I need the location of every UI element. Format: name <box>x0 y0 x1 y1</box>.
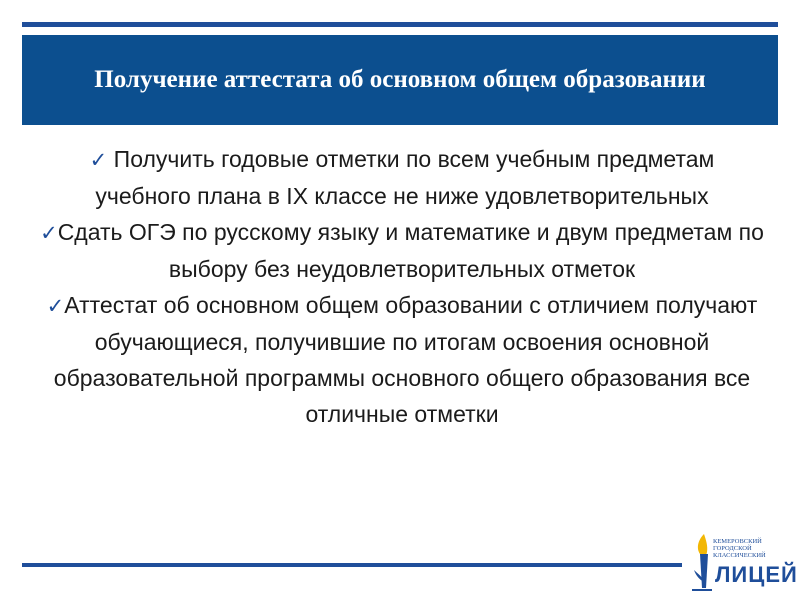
check-icon: ✓ <box>46 294 65 318</box>
bottom-divider <box>22 563 682 567</box>
logo-title: ЛИЦЕЙ <box>715 562 798 587</box>
bullet-list <box>40 141 764 432</box>
logo-subtitle: КЕМЕРОВСКИЙ ГОРОДСКОЙ КЛАССИЧЕСКИЙ <box>713 538 766 559</box>
slide-title: Получение аттестата об основном общем образовании <box>94 66 706 93</box>
lyceum-logo <box>688 530 798 596</box>
bullet-text: Аттестат об основном общем образовании с отличием получают обучающиеся, получившие по итогам освоения основной образовательной программы основного общего образования все отличные отметки <box>53 292 758 427</box>
check-icon: ✓ <box>40 221 58 245</box>
bullet-item <box>40 141 764 214</box>
title-banner <box>22 35 778 125</box>
bullet-item <box>40 287 764 432</box>
bullet-text: Получить годовые отметки по всем учебным предметам учебного плана в IX классе не ниже удовлетворительных <box>95 146 715 209</box>
bullet-text: Сдать ОГЭ по русскому языку и математике и двум предметам по выбору без неудовлетворительных отметок <box>57 219 764 282</box>
bullet-item <box>40 214 764 287</box>
top-divider <box>22 22 778 27</box>
check-icon: ✓ <box>89 148 108 172</box>
